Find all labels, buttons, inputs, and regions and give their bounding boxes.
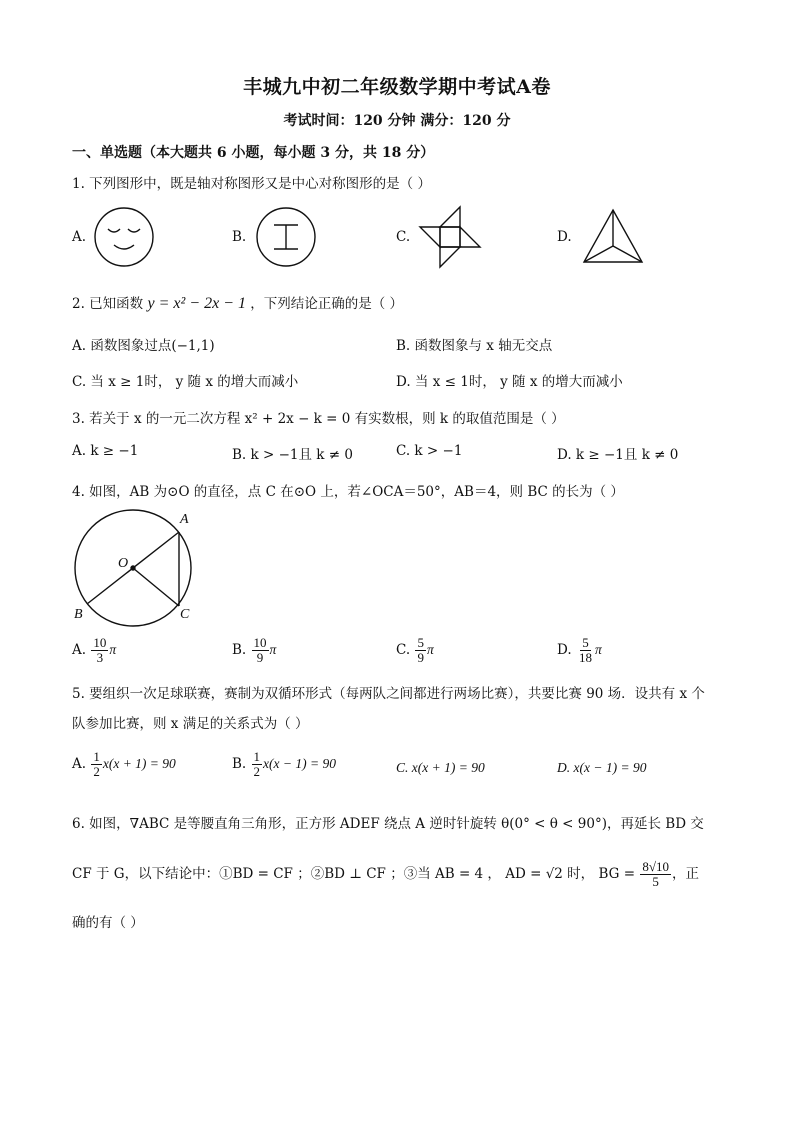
q1-option-b-label: B. (232, 229, 247, 245)
q2-stem-pre: 2. 已知函数 (72, 296, 144, 312)
section-heading: 一、单选题（本大题共 6 小题，每小题 3 分，共 18 分） (72, 145, 435, 161)
q5-option-a-expression: x(x + 1) = 90 (102, 756, 176, 771)
i-beam-circle-figure (254, 205, 318, 269)
question-6-line-1: 6. 如图，∇ABC 是等腰直角三角形，正方形 ADEF 绕点 A 逆时针旋转 θ(0° < θ < 90°)，再延长 BD 交 (72, 816, 704, 832)
question-6-line-3: 确的有（ ） (72, 915, 144, 931)
q2-option-c: C. 当 x ≥ 1时， y 随 x 的增大而减小 (72, 374, 299, 390)
q3-option-c: C. k > −1 (396, 443, 463, 459)
question-5-stem-line-1: 5. 要组织一次足球联赛，赛制为双循环形式（每两队之间都进行两场比赛），共要比赛 90 场．设共有 x 个 (72, 686, 705, 702)
question-4-stem: 4. 如图，AB 为⊙O 的直径，点 C 在⊙O 上，若∠OCA＝50°，AB＝4，则 BC 的长为（ ） (72, 484, 624, 500)
q3-option-d: D. k ≥ −1且 k ≠ 0 (557, 447, 679, 463)
q2-option-d: D. 当 x ≤ 1时， y 随 x 的增大而减小 (396, 374, 623, 390)
q4-option-c-label: C. (396, 642, 411, 658)
q1-option-c-label: C. (396, 229, 411, 245)
q4-option-b-fraction (252, 636, 269, 665)
q3-option-a: A. k ≥ −1 (72, 443, 139, 459)
q5-option-a-fraction (91, 750, 102, 779)
question-2-stem (72, 292, 403, 313)
fraction-denominator: 2 (93, 764, 100, 779)
fraction-numerator: 1 (253, 749, 261, 764)
question-3-stem: 3. 若关于 x 的一元二次方程 x² + 2x − k = 0 有实数根，则 k 的取值范围是（ ） (72, 411, 565, 427)
q4-option-b (232, 636, 276, 665)
q5-option-b-label: B. (232, 756, 247, 772)
fraction-denominator: 9 (417, 650, 424, 665)
q4-option-a (72, 636, 116, 665)
q5-option-b-fraction (252, 750, 263, 779)
fraction-numerator: 5 (582, 635, 589, 650)
pinwheel-figure (418, 205, 482, 269)
figure-label-a: A (180, 512, 189, 527)
q6-bg-fraction (640, 860, 671, 889)
exam-info: 考试时间：120 分钟 满分：120 分 (283, 113, 511, 129)
q4-option-c (396, 636, 434, 665)
q2-option-a: A. 函数图象过点(−1,1) (72, 338, 215, 354)
q5-option-b (232, 750, 336, 779)
fraction-denominator: 5 (652, 874, 659, 889)
figure-label-b: B (74, 607, 83, 622)
question-1-stem: 1. 下列图形中，既是轴对称图形又是中心对称图形的是（ ） (72, 176, 431, 192)
fraction-numerator: 5 (417, 635, 424, 650)
fraction-denominator: 9 (256, 650, 264, 665)
q2-function: y = x² − 2x − 1 (147, 295, 246, 312)
q5-option-d: D. x(x − 1) = 90 (557, 760, 647, 775)
pi-symbol: π (594, 642, 602, 657)
q1-option-d-label: D. (557, 229, 572, 245)
q4-option-d-fraction (577, 636, 594, 665)
fraction-numerator: 8√10 (642, 859, 669, 874)
fraction-numerator: 10 (93, 635, 107, 650)
q5-option-a (72, 750, 176, 779)
q4-option-b-label: B. (232, 642, 247, 658)
q6-line-2-text: CF 于 G，以下结论中：①BD = CF ；②BD ⊥ CF ；③当 AB = 4 ， AD = √2 时， BG = (72, 866, 636, 882)
q4-option-c-fraction (415, 636, 426, 665)
q4-option-a-label: A. (72, 642, 87, 658)
q5-option-b-expression: x(x − 1) = 90 (263, 756, 336, 771)
fraction-numerator: 1 (93, 749, 100, 764)
q6-line-2-tail: ，正 (671, 866, 699, 882)
figure-label-o: O (118, 556, 129, 571)
pi-symbol: π (109, 642, 117, 657)
question-6-line-2 (72, 860, 699, 889)
q1-option-a-label: A. (72, 229, 87, 245)
q4-option-a-fraction (91, 636, 108, 665)
q5-option-c: C. x(x + 1) = 90 (396, 760, 485, 775)
pi-symbol: π (426, 642, 434, 657)
question-5-stem-line-2: 队参加比赛，则 x 满足的关系式为（ ） (72, 716, 309, 732)
q2-stem-post: ，下列结论正确的是（ ） (250, 296, 404, 312)
q5-option-a-label: A. (72, 756, 87, 772)
page-title: 丰城九中初二年级数学期中考试A卷 (243, 76, 551, 98)
triangle-with-center-figure (582, 208, 644, 266)
q3-option-b: B. k > −1且 k ≠ 0 (232, 447, 353, 463)
figure-label-c: C (180, 607, 190, 622)
q4-option-d (557, 636, 602, 665)
fraction-numerator: 10 (253, 635, 267, 650)
q4-option-d-label: D. (557, 642, 572, 658)
fraction-denominator: 3 (96, 650, 104, 665)
pi-symbol: π (269, 642, 277, 657)
smiley-circle-figure (92, 205, 156, 269)
fraction-denominator: 18 (578, 650, 592, 665)
fraction-denominator: 2 (253, 764, 261, 779)
q2-option-b: B. 函数图象与 x 轴无交点 (396, 338, 553, 354)
